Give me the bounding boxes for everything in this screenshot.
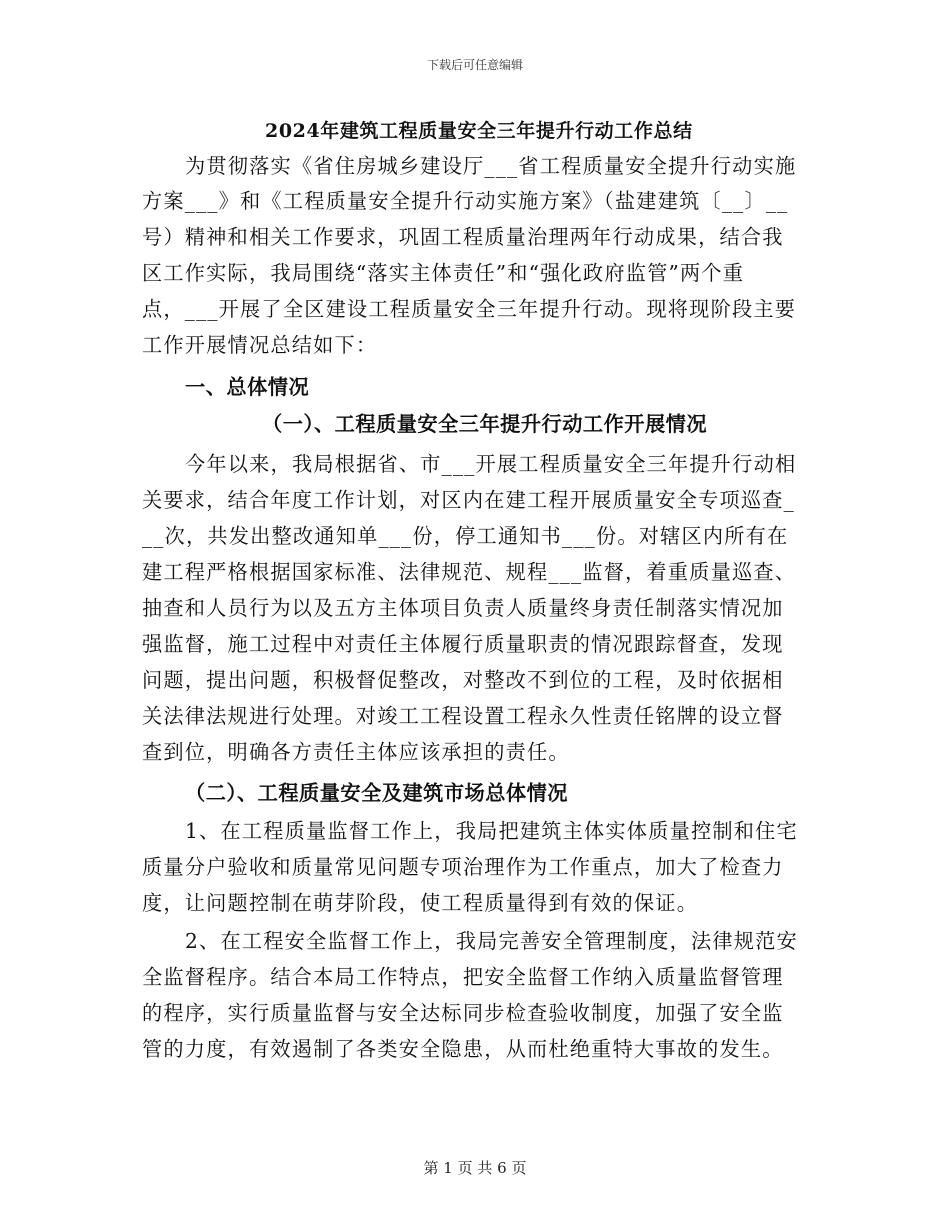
body-line: 查到位，明确各方责任主体应该承担的责任。 — [142, 740, 570, 764]
body-line: 度，让问题控制在萌芽阶段，使工程质量得到有效的保证。 — [142, 891, 699, 915]
body-line: 方案___》和《工程质量安全提升行动实施方案》（盐建建筑〔__〕__ — [142, 189, 789, 213]
section-heading: 一、总体情况 — [185, 375, 310, 399]
body-line: 抽查和人员行为以及五方主体项目负责人质量终身责任制落实情况加 — [142, 596, 784, 620]
body-line: __次，共发出整改通知单___份，停工通知书___份。对辖区内所有在 — [142, 524, 789, 548]
body-line: 2、在工程安全监督工作上，我局完善安全管理制度，法律规范安 — [185, 929, 798, 953]
body-line: 质量分户验收和质量常见问题专项治理作为工作重点，加大了检查力 — [142, 855, 784, 879]
body-line: 工作开展情况总结如下： — [142, 333, 378, 357]
body-line: 管的力度，有效遏制了各类安全隐患，从而杜绝重特大事故的发生。 — [142, 1037, 784, 1061]
body-line: 区工作实际，我局围绕“落实主体责任”和“强化政府监管”两个重 — [142, 261, 745, 285]
body-line: 为贯彻落实《省住房城乡建设厅___省工程质量安全提升行动实施 — [185, 154, 797, 178]
body-line: 问题，提出问题，积极督促整改，对整改不到位的工程，及时依据相 — [142, 668, 784, 692]
body-line: 号）精神和相关工作要求，巩固工程质量治理两年行动成果，结合我 — [142, 225, 784, 249]
body-line: 建工程严格根据国家标准、法律规范、规程___监督，着重质量巡查、 — [142, 560, 797, 584]
body-line: 全监督程序。结合本局工作特点，把安全监督工作纳入质量监督管理 — [142, 965, 784, 989]
body-line: 强监督，施工过程中对责任主体履行质量职责的情况跟踪督查，发现 — [142, 632, 784, 656]
subsection-heading: （二）、工程质量安全及建筑市场总体情况 — [185, 781, 568, 805]
document-title: 2024年建筑工程质量安全三年提升行动工作总结 — [265, 120, 693, 142]
subsection-heading: （一）、工程质量安全三年提升行动工作开展情况 — [262, 412, 708, 436]
page-footer: 第 1 页 共 6 页 — [423, 1159, 527, 1177]
body-line: 关法律法规进行处理。对竣工工程设置工程永久性责任铭牌的设立督 — [142, 704, 784, 728]
page-header-note: 下载后可任意编辑 — [426, 58, 523, 72]
body-line: 今年以来，我局根据省、市___开展工程质量安全三年提升行动相 — [185, 452, 797, 476]
body-line: 的程序，实行质量监督与安全达标同步检查验收制度，加强了安全监 — [142, 1001, 784, 1025]
body-line: 1、在工程质量监督工作上，我局把建筑主体实体质量控制和住宅 — [185, 819, 798, 843]
body-line: 点，___开展了全区建设工程质量安全三年提升行动。现将现阶段主要 — [142, 297, 797, 321]
body-line: 关要求，结合年度工作计划，对区内在建工程开展质量安全专项巡查_ — [142, 488, 795, 512]
